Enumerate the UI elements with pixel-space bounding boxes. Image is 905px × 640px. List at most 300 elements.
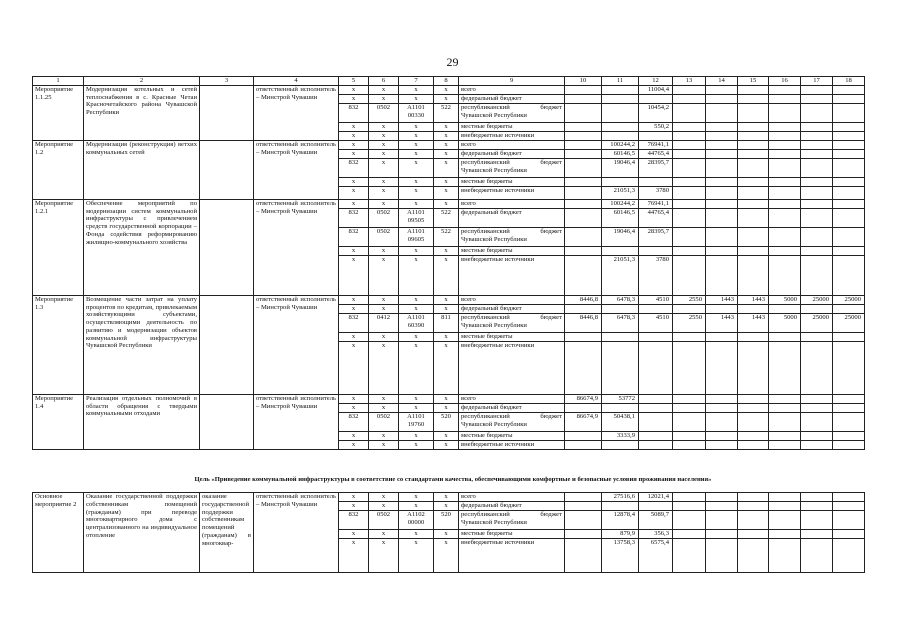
year-value-11: 27516,6 [602,493,639,502]
year-value-12: 44765,4 [639,208,673,227]
activity-target: оказание государственной поддержки собственникам помещений (гражданам) в многоквар- [200,493,254,573]
year-value-17 [801,431,833,440]
section-code: x [369,149,399,158]
target-article-code: А1101 60390 [399,313,434,332]
year-value-18 [833,304,865,313]
grbs-code: 832 [339,158,369,177]
column-number-12: 12 [639,77,673,86]
year-value-12: 28395,7 [639,227,673,246]
year-value-10: 86674,9 [565,394,602,403]
year-value-14 [706,304,738,313]
section-code: 0502 [369,208,399,227]
year-value-13 [673,94,706,103]
year-value-11 [602,332,639,341]
year-value-16 [769,199,801,208]
funding-source: федеральный бюджет [459,94,565,103]
target-article-code: А1102 00000 [399,511,434,530]
year-value-14 [706,440,738,449]
column-number-6: 6 [369,77,399,86]
year-value-13 [673,158,706,177]
goal-heading: Цель «Приведение коммунальной инфраструктуры в соответствие со стандартами качества, обеспечивающими комфортные и безопасные условия проживания населения» [194,476,712,483]
year-value-13 [673,530,706,539]
expense-type-code: 520 [434,511,459,530]
column-number-7: 7 [399,77,434,86]
section-code: x [369,199,399,208]
year-value-15 [738,511,769,530]
year-value-12 [639,394,673,403]
funding-source: республиканский бюджет Чувашской Республики [459,313,565,332]
year-value-17 [801,122,833,131]
year-value-18 [833,431,865,440]
year-value-16 [769,94,801,103]
year-value-16 [769,394,801,403]
grbs-code: 832 [339,412,369,431]
year-value-17 [801,394,833,403]
year-value-11: 53772 [602,394,639,403]
year-value-14 [706,158,738,177]
section-code: x [369,94,399,103]
year-value-18 [833,412,865,431]
year-value-15 [738,103,769,122]
activity-executor: ответственный исполнитель – Минстрой Чувашии [254,140,339,199]
year-value-13 [673,122,706,131]
expense-type-code: x [434,255,459,295]
section-code: x [369,131,399,140]
target-article-code: x [399,394,434,403]
year-value-18 [833,122,865,131]
column-number-2: 2 [84,77,200,86]
year-value-13 [673,177,706,186]
year-value-15 [738,199,769,208]
section-code: x [369,493,399,502]
year-value-12 [639,131,673,140]
year-value-13 [673,149,706,158]
grbs-code: x [339,149,369,158]
grbs-code: x [339,246,369,255]
year-value-13 [673,85,706,94]
funding-source: всего [459,199,565,208]
year-value-13 [673,412,706,431]
year-value-17 [801,177,833,186]
section-code: x [369,332,399,341]
year-value-13 [673,511,706,530]
grbs-code: x [339,502,369,511]
target-article-code: x [399,493,434,502]
year-value-10 [565,94,602,103]
funding-source: всего [459,85,565,94]
funding-source: республиканский бюджет Чувашской Республики [459,227,565,246]
funding-source: федеральный бюджет [459,403,565,412]
expense-type-code: x [434,131,459,140]
year-value-16 [769,140,801,149]
expense-type-code: x [434,177,459,186]
target-article-code: x [399,530,434,539]
activity-title: Мероприятие 1.1.25 [33,85,84,140]
section-code: x [369,158,399,177]
year-value-18 [833,403,865,412]
target-article-code: x [399,255,434,295]
year-value-13 [673,246,706,255]
year-value-18 [833,177,865,186]
funding-source: внебюджетные источники [459,255,565,295]
funding-source: республиканский бюджет Чувашской Республики [459,103,565,122]
year-value-17: 25000 [801,295,833,304]
year-value-11 [602,85,639,94]
year-value-14 [706,177,738,186]
year-value-16 [769,149,801,158]
year-value-14 [706,493,738,502]
column-number-18: 18 [833,77,865,86]
year-value-13 [673,304,706,313]
year-value-17 [801,85,833,94]
year-value-12 [639,304,673,313]
target-article-code: x [399,122,434,131]
year-value-13 [673,403,706,412]
target-article-code: А1101 00330 [399,103,434,122]
table-row [33,295,865,304]
table-row [33,140,865,149]
column-number-3: 3 [200,77,254,86]
year-value-18 [833,511,865,530]
year-value-15 [738,502,769,511]
year-value-10 [565,341,602,394]
expense-type-code: x [434,186,459,199]
year-value-13 [673,227,706,246]
funding-source: республиканский бюджет Чувашской Республики [459,412,565,431]
year-value-10 [565,255,602,295]
table-row [33,85,865,94]
section-code: x [369,255,399,295]
grbs-code: 832 [339,208,369,227]
grbs-code: x [339,186,369,199]
expense-type-code: x [434,493,459,502]
year-value-10: 8446,8 [565,295,602,304]
expense-type-code: x [434,295,459,304]
year-value-16 [769,227,801,246]
year-value-17 [801,208,833,227]
year-value-11 [602,131,639,140]
year-value-10 [565,493,602,502]
year-value-14 [706,431,738,440]
year-value-11: 100244,2 [602,140,639,149]
year-value-14 [706,140,738,149]
target-article-code: x [399,149,434,158]
year-value-17 [801,341,833,394]
activity-executor: ответственный исполнитель – Минстрой Чувашии [254,295,339,394]
target-article-code: x [399,199,434,208]
year-value-16 [769,208,801,227]
column-number-17: 17 [801,77,833,86]
year-value-15 [738,332,769,341]
target-article-code: x [399,332,434,341]
year-value-13 [673,140,706,149]
year-value-10 [565,246,602,255]
year-value-18 [833,394,865,403]
year-value-11: 879,9 [602,530,639,539]
funding-source: внебюджетные источники [459,186,565,199]
year-value-17 [801,440,833,449]
year-value-15 [738,341,769,394]
year-value-15 [738,122,769,131]
year-value-16 [769,511,801,530]
year-value-14 [706,412,738,431]
year-value-10 [565,227,602,246]
year-value-14 [706,539,738,573]
year-value-11 [602,440,639,449]
year-value-12 [639,412,673,431]
column-number-4: 4 [254,77,339,86]
grbs-code: x [339,199,369,208]
grbs-code: x [339,493,369,502]
activity-description: Обеспечение мероприятий по модернизации систем коммунальной инфраструктуры с привлечением средств государственной корпорации – Фонда содействия реформированию жилищно-коммунального хозяйства [84,199,200,295]
year-value-18 [833,493,865,502]
year-value-14 [706,502,738,511]
funding-source: всего [459,140,565,149]
activity-title: Мероприятие 1.3 [33,295,84,394]
expense-type-code: x [434,304,459,313]
activity-executor: ответственный исполнитель – Минстрой Чувашии [254,199,339,295]
year-value-17 [801,186,833,199]
grbs-code: x [339,403,369,412]
funding-source: внебюджетные источники [459,440,565,449]
year-value-18 [833,539,865,573]
expense-type-code: x [434,440,459,449]
target-article-code: x [399,131,434,140]
year-value-15 [738,186,769,199]
year-value-18 [833,158,865,177]
activity-description: Реализация отдельных полномочий в области обращения с твердыми коммунальными отходами [84,394,200,449]
target-article-code: x [399,295,434,304]
year-value-12 [639,502,673,511]
funding-table-continued [32,492,865,573]
year-value-13: 2550 [673,295,706,304]
year-value-16 [769,85,801,94]
column-number-13: 13 [673,77,706,86]
year-value-14 [706,403,738,412]
year-value-14: 1443 [706,295,738,304]
section-code: x [369,394,399,403]
year-value-15 [738,149,769,158]
year-value-18 [833,440,865,449]
year-value-18 [833,103,865,122]
year-value-15 [738,131,769,140]
section-code: x [369,539,399,573]
activity-executor: ответственный исполнитель – Минстрой Чувашии [254,85,339,140]
year-value-12 [639,177,673,186]
year-value-14 [706,332,738,341]
year-value-12: 4510 [639,313,673,332]
section-code: 0502 [369,103,399,122]
expense-type-code: x [434,431,459,440]
column-number-11: 11 [602,77,639,86]
year-value-11 [602,177,639,186]
year-value-15 [738,208,769,227]
year-value-18 [833,341,865,394]
table-row [33,199,865,208]
year-value-16 [769,131,801,140]
funding-source: местные бюджеты [459,530,565,539]
year-value-16 [769,103,801,122]
year-value-17 [801,493,833,502]
expense-type-code: 520 [434,412,459,431]
column-number-16: 16 [769,77,801,86]
year-value-14 [706,122,738,131]
expense-type-code: x [434,149,459,158]
expense-type-code: x [434,85,459,94]
funding-source: федеральный бюджет [459,502,565,511]
year-value-11: 6478,3 [602,295,639,304]
year-value-13 [673,502,706,511]
target-article-code: x [399,94,434,103]
column-number-10: 10 [565,77,602,86]
year-value-14 [706,227,738,246]
year-value-15 [738,140,769,149]
year-value-12: 11004,4 [639,85,673,94]
year-value-13: 2550 [673,313,706,332]
year-value-17 [801,140,833,149]
year-value-12: 3780 [639,255,673,295]
activity-target [200,199,254,295]
funding-source: местные бюджеты [459,431,565,440]
year-value-17 [801,227,833,246]
grbs-code: x [339,530,369,539]
year-value-13 [673,394,706,403]
year-value-14 [706,255,738,295]
year-value-11: 19046,4 [602,158,639,177]
funding-source: республиканский бюджет Чувашской Республики [459,158,565,177]
year-value-10 [565,149,602,158]
year-value-10 [565,511,602,530]
target-article-code: x [399,158,434,177]
year-value-11: 6478,3 [602,313,639,332]
year-value-15 [738,440,769,449]
year-value-17 [801,94,833,103]
year-value-16 [769,158,801,177]
year-value-16 [769,341,801,394]
target-article-code: А1101 09505 [399,208,434,227]
target-article-code: x [399,403,434,412]
year-value-16 [769,255,801,295]
section-code: x [369,403,399,412]
funding-source: внебюджетные источники [459,341,565,394]
funding-source: всего [459,394,565,403]
year-value-15: 1443 [738,295,769,304]
year-value-15 [738,412,769,431]
year-value-18 [833,502,865,511]
expense-type-code: x [434,403,459,412]
expense-type-code: x [434,332,459,341]
year-value-10 [565,103,602,122]
funding-source: республиканский бюджет Чувашской Республики [459,511,565,530]
year-value-14 [706,149,738,158]
section-code: 0502 [369,227,399,246]
activity-description: Модернизация котельных и сетей теплоснабжения в с. Красные Четаи Красночетайского района Чувашской Республики [84,85,200,140]
year-value-12: 76941,1 [639,140,673,149]
year-value-15: 1443 [738,313,769,332]
year-value-17 [801,103,833,122]
year-value-11 [602,304,639,313]
column-number-14: 14 [706,77,738,86]
year-value-17: 25000 [801,313,833,332]
expense-type-code: x [434,122,459,131]
year-value-18 [833,208,865,227]
expense-type-code: x [434,94,459,103]
funding-source: внебюджетные источники [459,131,565,140]
target-article-code: x [399,177,434,186]
year-value-15 [738,94,769,103]
year-value-10 [565,199,602,208]
year-value-11: 60146,5 [602,149,639,158]
year-value-16 [769,177,801,186]
year-value-10 [565,85,602,94]
year-value-13 [673,332,706,341]
table-row [33,394,865,403]
activity-executor: ответственный исполнитель – Минстрой Чувашии [254,394,339,449]
year-value-18 [833,140,865,149]
year-value-16 [769,431,801,440]
activity-title: Мероприятие 1.2 [33,140,84,199]
year-value-10 [565,304,602,313]
section-code: x [369,502,399,511]
target-article-code: А1101 09605 [399,227,434,246]
expense-type-code: x [434,158,459,177]
year-value-18 [833,227,865,246]
year-value-12 [639,246,673,255]
year-value-11: 21051,3 [602,186,639,199]
grbs-code: x [339,332,369,341]
year-value-11: 21051,3 [602,255,639,295]
column-number-9: 9 [459,77,565,86]
year-value-13 [673,493,706,502]
year-value-18: 25000 [833,295,865,304]
year-value-16 [769,502,801,511]
funding-source: местные бюджеты [459,122,565,131]
year-value-17 [801,502,833,511]
grbs-code: x [339,539,369,573]
year-value-12: 550,2 [639,122,673,131]
year-value-13 [673,255,706,295]
year-value-10 [565,403,602,412]
section-code: x [369,530,399,539]
year-value-14 [706,511,738,530]
grbs-code: x [339,304,369,313]
funding-source: всего [459,493,565,502]
column-number-5: 5 [339,77,369,86]
activity-target [200,85,254,140]
activity-description: Оказание государственной поддержки собственникам помещений (гражданам) при переводе многоквартирного дома с централизованного на индивидуальное отопление [84,493,200,573]
year-value-16 [769,493,801,502]
year-value-17 [801,158,833,177]
year-value-18 [833,255,865,295]
year-value-14: 1443 [706,313,738,332]
year-value-16 [769,539,801,573]
year-value-15 [738,158,769,177]
section-code: x [369,304,399,313]
year-value-15 [738,403,769,412]
year-value-17 [801,131,833,140]
activity-title: Мероприятие 1.4 [33,394,84,449]
year-value-12: 12021,4 [639,493,673,502]
year-value-16: 5000 [769,313,801,332]
grbs-code: x [339,94,369,103]
expense-type-code: x [434,246,459,255]
year-value-13 [673,341,706,394]
year-value-14 [706,394,738,403]
activity-title: Мероприятие 1.2.1 [33,199,84,295]
year-value-18: 25000 [833,313,865,332]
expense-type-code: x [434,530,459,539]
year-value-11 [602,246,639,255]
